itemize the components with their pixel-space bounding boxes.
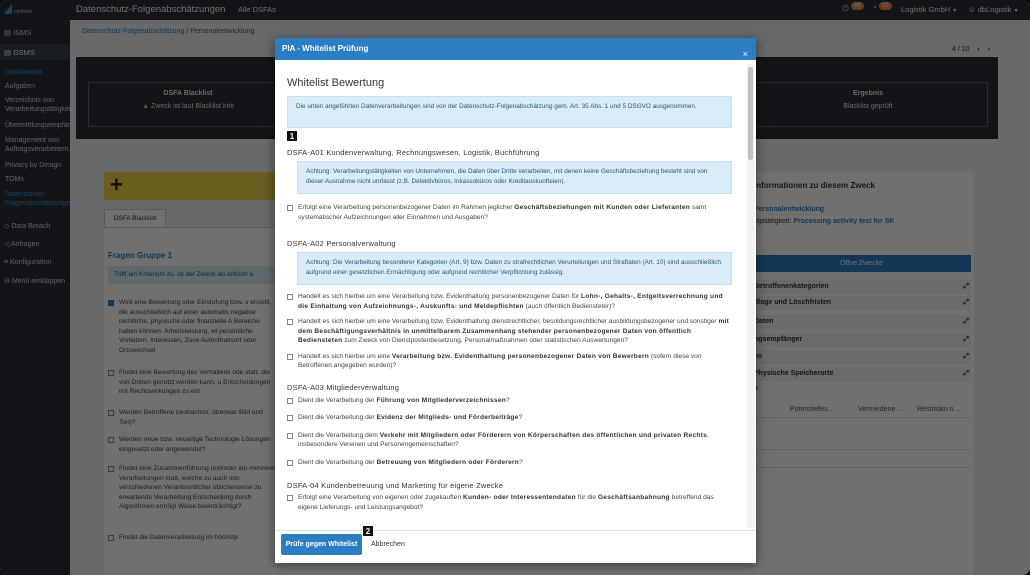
section-title: DSFA-A03 Mitgliederverwaltung [287,382,400,392]
check-whitelist-button[interactable]: Prüfe gegen Whitelist [281,534,362,555]
label-text: betreffend das eigene Lieferungs- und Leistungsangebot? [298,494,714,511]
label-emphasis: Betreuung von Mitgliedern oder Förderern [376,458,520,466]
dialog-scrollbar[interactable] [747,64,754,528]
label-text: , insbesondere Vereinen und Personengemeinschaften? [298,431,709,448]
dialog-header [275,38,756,60]
label-emphasis: Evidenz der Mitglieds- und Förderbeiträge [376,414,519,421]
label-emphasis: Lohn-, Gehalts-, Entgeltsverrechnung und die Einhaltung von Aufzeichnungs-, Auskunfts- und Meldepflichten [298,293,723,310]
cancel-button[interactable]: Abbrechen [371,541,405,548]
checkbox[interactable] [287,495,293,501]
step-marker: 2 [362,525,374,537]
whitelist-checkbox[interactable] [287,458,732,468]
label-text: Handelt es sich hierbei um eine Verarbeitung bzw. Evidenthaltung personenbezogener Daten für [298,293,580,300]
checkbox-label [298,413,522,423]
whitelist-checkbox[interactable] [287,493,732,512]
checkbox-label [298,317,732,346]
checkbox[interactable] [287,205,293,211]
label-emphasis: Verkehr mit Mitgliedern oder Förderern von Körperschaften des öffentlichen und privaten Rechts [379,431,708,439]
checkbox[interactable] [287,319,293,325]
section-title: DSFA-04 Kundenbetreuung und Marketing für eigene Zwecke [287,481,504,490]
label-text: für die [577,494,597,501]
checkbox[interactable] [287,354,293,360]
checkbox-label [298,396,510,406]
label-text: Handelt es sich hierbei um eine [298,352,390,360]
label-text: (sofern diese von Betroffenen angegeben wurden)? [298,352,702,369]
checkbox[interactable] [287,433,293,439]
label-text: ? [506,396,510,404]
checkbox[interactable] [287,398,293,404]
label-emphasis: Geschäftsanbahnung [597,494,670,501]
checkbox-label [298,203,732,222]
label-text: Handelt es sich hierbei um eine Verarbeitung bzw. Evidenthaltung dienstrechtlicher, besoldungsrechtlicher ausbildungsbezogener und sonstiger [298,318,717,325]
whitelist-dialog [275,38,756,563]
step-marker: 1 [286,130,298,142]
whitelist-checkbox[interactable] [287,317,732,346]
section-title: DSFA-A01 Kundenverwaltung, Rechnungswesen, Logistik, Buchführung [287,148,540,157]
whitelist-checkbox[interactable] [287,396,732,406]
label-emphasis: Geschäftsbeziehungen mit Kunden oder Lieferanten [514,204,691,211]
checkbox[interactable] [287,294,293,300]
label-text: ? [519,458,523,466]
dialog-body [275,60,756,530]
dialog-footer [275,527,756,563]
whitelist-checkbox[interactable] [287,203,732,222]
intro-note: Die unten angeführten Datenverarbeitungen sind von der Datenschutz-Folgenabschätzung gem. Art. 35 Abs. 1 und 5 DSGVO ausgenommen. [287,96,732,128]
label-text: samt systematischer Aufzeichnungen aller Einnahmen und Ausgaben? [298,204,707,221]
whitelist-checkbox[interactable] [287,352,732,371]
section-title: DSFA-A02 Personalverwaltung [287,239,396,248]
warning-note: Achtung: Verarbeitungstätigkeiten von Unternehmen, die Daten über Dritte verarbeiten, mit denen keine Geschäftsbeziehung besteht sind von dieser Ausnahme nicht umfasst (z.B. Detektivbüros, Inkassobüros oder Kreditauskunfteien). [297,161,732,194]
checkbox-label [298,352,732,371]
label-text: Erfolgt eine Verarbeitung von eigenen oder zugekauften [298,494,462,501]
whitelist-checkbox[interactable] [287,292,732,311]
label-text: Erfolgt eine Verarbeitung personenbezogener Daten im Rahmen jeglicher [298,204,513,211]
label-emphasis: Verarbeitung bzw. Evidenthaltung personenbezogener Daten von Bewerbern [391,352,650,360]
label-text: zum Zweck von Dienstpostenbesetzung, Personalmaßnahmen oder statistischen Auswertungen? [344,337,628,344]
label-emphasis: Kunden- oder Interessentendaten [462,494,576,501]
label-text: (auch öffentlich Bediensteter)? [525,302,615,310]
warning-note: Achtung: Die Verarbeitung besonderer Kategorien (Art. 9) bzw. Daten zu strafrechtlichen Verurteilungen und Straftaten (Art. 10) sind ausschließlich aufgrund einer gesetzlichen Ermächtigung oder aufgrund rechtlicher Verpflichtung zulässig. [297,252,732,285]
checkbox[interactable] [287,415,293,421]
dialog-title: PIA - Whitelist Prüfung [282,44,369,53]
whitelist-checkbox[interactable] [287,413,732,423]
section-heading: Whitelist Bewertung [287,77,385,89]
label-text: Dient die Verarbeitung der [298,458,375,466]
label-text: Dient die Verarbeitung dem [298,431,378,439]
label-text: Dient die Verarbeitung der [298,396,375,404]
label-emphasis: mit dem Beschäftigungsverhältnis in unmittelbarem Zusammenhang stehender personenbezogener Daten von öffentlich Bediensteten [298,318,730,344]
checkbox-label [298,431,732,450]
label-text: ? [518,414,523,421]
scrollbar-thumb[interactable] [748,67,753,160]
checkbox-label [298,458,523,468]
checkbox-label [298,292,732,311]
label-text: Dient die Verarbeitung der [298,414,375,421]
close-icon[interactable]: × [742,49,748,59]
checkbox[interactable] [287,460,293,466]
label-emphasis: Führung von Mitgliederverzeichnissen [376,396,507,404]
checkbox-label [298,493,732,512]
whitelist-checkbox[interactable] [287,431,732,450]
